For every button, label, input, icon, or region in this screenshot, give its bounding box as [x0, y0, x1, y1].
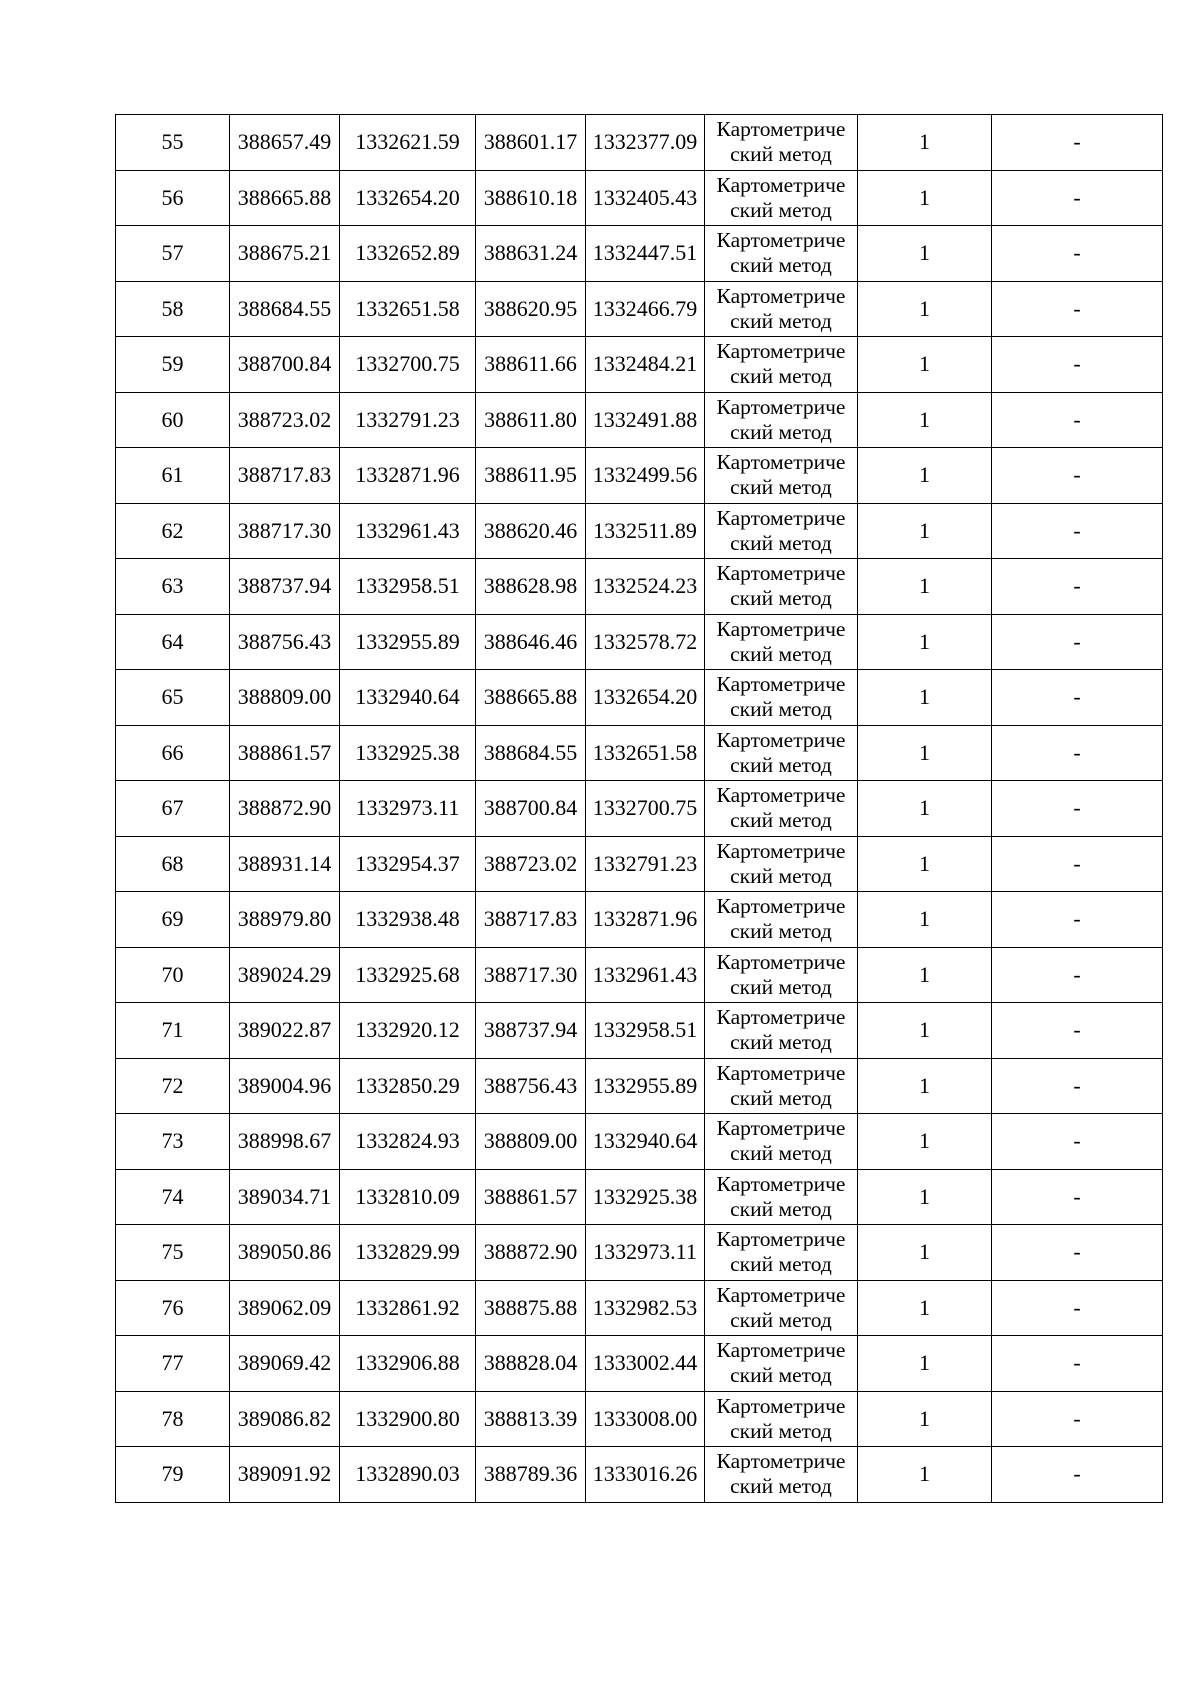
- y1-cell: 1332652.89: [340, 226, 476, 282]
- y1-cell: 1332906.88: [340, 1336, 476, 1392]
- y2-cell: 1332973.11: [586, 1225, 705, 1281]
- x2-cell: 388620.46: [476, 503, 586, 559]
- y1-cell: 1332621.59: [340, 115, 476, 171]
- note-cell: -: [992, 1225, 1163, 1281]
- y2-cell: 1332871.96: [586, 892, 705, 948]
- table-row: [116, 226, 1163, 282]
- note-cell: -: [992, 170, 1163, 226]
- accuracy-cell: 1: [858, 836, 992, 892]
- accuracy-cell: 1: [858, 947, 992, 1003]
- accuracy-cell: 1: [858, 170, 992, 226]
- x2-cell: 388611.66: [476, 337, 586, 393]
- method-cell: [705, 1003, 858, 1059]
- y1-cell: 1332824.93: [340, 1114, 476, 1170]
- x1-cell: 388657.49: [230, 115, 340, 171]
- method-line-2: ский метод: [730, 586, 832, 611]
- y1-cell: 1332958.51: [340, 559, 476, 615]
- y2-cell: 1332511.89: [586, 503, 705, 559]
- accuracy-cell: 1: [858, 448, 992, 504]
- method-line-2: ский метод: [730, 475, 832, 500]
- x2-cell: 388700.84: [476, 781, 586, 837]
- x1-cell: 388684.55: [230, 281, 340, 337]
- accuracy-cell: 1: [858, 892, 992, 948]
- point-number-cell: 72: [116, 1058, 230, 1114]
- y2-cell: 1332484.21: [586, 337, 705, 393]
- accuracy-cell: 1: [858, 337, 992, 393]
- method-line-2: ский метод: [730, 974, 832, 999]
- table-row: [116, 836, 1163, 892]
- table-row: [116, 1391, 1163, 1447]
- x1-cell: 388756.43: [230, 614, 340, 670]
- x1-cell: 388665.88: [230, 170, 340, 226]
- method-line-1: Картометриче: [716, 894, 846, 919]
- x1-cell: 388737.94: [230, 559, 340, 615]
- point-number-cell: 65: [116, 670, 230, 726]
- table-row: [116, 781, 1163, 837]
- table-row: [116, 503, 1163, 559]
- x2-cell: 388684.55: [476, 725, 586, 781]
- method-line-1: Картометриче: [716, 1060, 846, 1085]
- table-row: [116, 614, 1163, 670]
- method-line-2: ский метод: [730, 142, 832, 167]
- note-cell: -: [992, 670, 1163, 726]
- y1-cell: 1332651.58: [340, 281, 476, 337]
- x2-cell: 388723.02: [476, 836, 586, 892]
- x2-cell: 388756.43: [476, 1058, 586, 1114]
- method-line-1: Картометриче: [716, 283, 846, 308]
- table-row: [116, 1225, 1163, 1281]
- method-line-1: Картометриче: [716, 505, 846, 530]
- accuracy-cell: 1: [858, 781, 992, 837]
- x2-cell: 388611.95: [476, 448, 586, 504]
- y1-cell: 1332890.03: [340, 1447, 476, 1503]
- accuracy-cell: 1: [858, 226, 992, 282]
- method-cell: [705, 670, 858, 726]
- note-cell: -: [992, 503, 1163, 559]
- method-cell: [705, 559, 858, 615]
- x1-cell: 389004.96: [230, 1058, 340, 1114]
- method-cell: [705, 1169, 858, 1225]
- x1-cell: 388931.14: [230, 836, 340, 892]
- method-cell: [705, 503, 858, 559]
- x1-cell: 389022.87: [230, 1003, 340, 1059]
- note-cell: -: [992, 614, 1163, 670]
- x1-cell: 388872.90: [230, 781, 340, 837]
- accuracy-cell: 1: [858, 392, 992, 448]
- y2-cell: 1332955.89: [586, 1058, 705, 1114]
- table-row: [116, 670, 1163, 726]
- point-number-cell: 79: [116, 1447, 230, 1503]
- accuracy-cell: 1: [858, 115, 992, 171]
- method-line-2: ский метод: [730, 1030, 832, 1055]
- point-number-cell: 63: [116, 559, 230, 615]
- method-line-1: Картометриче: [716, 1282, 846, 1307]
- point-number-cell: 60: [116, 392, 230, 448]
- x1-cell: 388861.57: [230, 725, 340, 781]
- y1-cell: 1332940.64: [340, 670, 476, 726]
- x1-cell: 389069.42: [230, 1336, 340, 1392]
- method-cell: [705, 781, 858, 837]
- note-cell: -: [992, 947, 1163, 1003]
- x2-cell: 388601.17: [476, 115, 586, 171]
- point-number-cell: 77: [116, 1336, 230, 1392]
- accuracy-cell: 1: [858, 1058, 992, 1114]
- table-row: [116, 1280, 1163, 1336]
- point-number-cell: 58: [116, 281, 230, 337]
- y2-cell: 1333002.44: [586, 1336, 705, 1392]
- method-cell: [705, 392, 858, 448]
- method-line-2: ский метод: [730, 364, 832, 389]
- method-cell: [705, 725, 858, 781]
- method-line-2: ский метод: [730, 1141, 832, 1166]
- method-line-1: Картометриче: [716, 1393, 846, 1418]
- method-line-2: ский метод: [730, 1474, 832, 1499]
- x2-cell: 388872.90: [476, 1225, 586, 1281]
- y1-cell: 1332954.37: [340, 836, 476, 892]
- method-cell: [705, 614, 858, 670]
- point-number-cell: 67: [116, 781, 230, 837]
- method-line-2: ский метод: [730, 197, 832, 222]
- accuracy-cell: 1: [858, 1169, 992, 1225]
- note-cell: -: [992, 448, 1163, 504]
- accuracy-cell: 1: [858, 1225, 992, 1281]
- method-line-2: ский метод: [730, 808, 832, 833]
- table-row: [116, 1336, 1163, 1392]
- method-line-2: ский метод: [730, 752, 832, 777]
- coordinates-table: [115, 114, 1163, 1503]
- x2-cell: 388861.57: [476, 1169, 586, 1225]
- method-cell: [705, 226, 858, 282]
- y2-cell: 1332499.56: [586, 448, 705, 504]
- method-line-2: ский метод: [730, 1307, 832, 1332]
- x1-cell: 388723.02: [230, 392, 340, 448]
- method-cell: [705, 1280, 858, 1336]
- y1-cell: 1332829.99: [340, 1225, 476, 1281]
- method-line-2: ский метод: [730, 697, 832, 722]
- method-line-1: Картометриче: [716, 450, 846, 475]
- point-number-cell: 73: [116, 1114, 230, 1170]
- note-cell: -: [992, 836, 1163, 892]
- note-cell: -: [992, 1391, 1163, 1447]
- table-row: [116, 725, 1163, 781]
- point-number-cell: 68: [116, 836, 230, 892]
- note-cell: -: [992, 725, 1163, 781]
- y2-cell: 1333008.00: [586, 1391, 705, 1447]
- table-row: [116, 1169, 1163, 1225]
- method-line-1: Картометриче: [716, 1449, 846, 1474]
- x1-cell: 388717.83: [230, 448, 340, 504]
- method-line-2: ский метод: [730, 641, 832, 666]
- y1-cell: 1332925.38: [340, 725, 476, 781]
- method-line-1: Картометриче: [716, 561, 846, 586]
- accuracy-cell: 1: [858, 725, 992, 781]
- y2-cell: 1332654.20: [586, 670, 705, 726]
- y2-cell: 1332700.75: [586, 781, 705, 837]
- method-line-1: Картометриче: [716, 1171, 846, 1196]
- method-line-2: ский метод: [730, 1418, 832, 1443]
- note-cell: -: [992, 892, 1163, 948]
- y1-cell: 1332871.96: [340, 448, 476, 504]
- y1-cell: 1332654.20: [340, 170, 476, 226]
- y2-cell: 1332491.88: [586, 392, 705, 448]
- y2-cell: 1332982.53: [586, 1280, 705, 1336]
- y1-cell: 1332900.80: [340, 1391, 476, 1447]
- x2-cell: 388646.46: [476, 614, 586, 670]
- method-cell: [705, 1447, 858, 1503]
- method-line-1: Картометриче: [716, 394, 846, 419]
- method-line-1: Картометриче: [716, 172, 846, 197]
- x2-cell: 388610.18: [476, 170, 586, 226]
- accuracy-cell: 1: [858, 1114, 992, 1170]
- point-number-cell: 57: [116, 226, 230, 282]
- x2-cell: 388828.04: [476, 1336, 586, 1392]
- x2-cell: 388809.00: [476, 1114, 586, 1170]
- y2-cell: 1333016.26: [586, 1447, 705, 1503]
- method-cell: [705, 448, 858, 504]
- y1-cell: 1332810.09: [340, 1169, 476, 1225]
- x2-cell: 388611.80: [476, 392, 586, 448]
- method-cell: [705, 337, 858, 393]
- y2-cell: 1332791.23: [586, 836, 705, 892]
- y2-cell: 1332578.72: [586, 614, 705, 670]
- note-cell: -: [992, 337, 1163, 393]
- accuracy-cell: 1: [858, 559, 992, 615]
- method-line-2: ский метод: [730, 253, 832, 278]
- method-cell: [705, 836, 858, 892]
- y1-cell: 1332973.11: [340, 781, 476, 837]
- point-number-cell: 75: [116, 1225, 230, 1281]
- x1-cell: 389091.92: [230, 1447, 340, 1503]
- accuracy-cell: 1: [858, 1391, 992, 1447]
- point-number-cell: 59: [116, 337, 230, 393]
- method-line-1: Картометриче: [716, 339, 846, 364]
- x1-cell: 389062.09: [230, 1280, 340, 1336]
- point-number-cell: 74: [116, 1169, 230, 1225]
- method-cell: [705, 170, 858, 226]
- table-row: [116, 1058, 1163, 1114]
- x1-cell: 388979.80: [230, 892, 340, 948]
- method-line-2: ский метод: [730, 530, 832, 555]
- x2-cell: 388875.88: [476, 1280, 586, 1336]
- table-row: [116, 1003, 1163, 1059]
- table-row: [116, 115, 1163, 171]
- method-cell: [705, 947, 858, 1003]
- y1-cell: 1332850.29: [340, 1058, 476, 1114]
- y1-cell: 1332925.68: [340, 947, 476, 1003]
- y2-cell: 1332958.51: [586, 1003, 705, 1059]
- point-number-cell: 64: [116, 614, 230, 670]
- method-line-1: Картометриче: [716, 1116, 846, 1141]
- x2-cell: 388620.95: [476, 281, 586, 337]
- method-cell: [705, 1391, 858, 1447]
- method-line-1: Картометриче: [716, 672, 846, 697]
- accuracy-cell: 1: [858, 614, 992, 670]
- y2-cell: 1332405.43: [586, 170, 705, 226]
- x2-cell: 388717.83: [476, 892, 586, 948]
- y2-cell: 1332961.43: [586, 947, 705, 1003]
- point-number-cell: 61: [116, 448, 230, 504]
- method-cell: [705, 1336, 858, 1392]
- x2-cell: 388789.36: [476, 1447, 586, 1503]
- accuracy-cell: 1: [858, 1447, 992, 1503]
- accuracy-cell: 1: [858, 281, 992, 337]
- table-row: [116, 281, 1163, 337]
- point-number-cell: 70: [116, 947, 230, 1003]
- table-row: [116, 1114, 1163, 1170]
- accuracy-cell: 1: [858, 670, 992, 726]
- x2-cell: 388628.98: [476, 559, 586, 615]
- note-cell: -: [992, 1114, 1163, 1170]
- note-cell: -: [992, 559, 1163, 615]
- method-cell: [705, 1058, 858, 1114]
- point-number-cell: 76: [116, 1280, 230, 1336]
- y1-cell: 1332938.48: [340, 892, 476, 948]
- note-cell: -: [992, 392, 1163, 448]
- method-line-1: Картометриче: [716, 228, 846, 253]
- x1-cell: 388700.84: [230, 337, 340, 393]
- x1-cell: 388717.30: [230, 503, 340, 559]
- accuracy-cell: 1: [858, 1336, 992, 1392]
- method-cell: [705, 892, 858, 948]
- table-row: [116, 892, 1163, 948]
- y2-cell: 1332925.38: [586, 1169, 705, 1225]
- y2-cell: 1332940.64: [586, 1114, 705, 1170]
- y2-cell: 1332651.58: [586, 725, 705, 781]
- x1-cell: 389024.29: [230, 947, 340, 1003]
- y1-cell: 1332955.89: [340, 614, 476, 670]
- note-cell: -: [992, 1169, 1163, 1225]
- point-number-cell: 62: [116, 503, 230, 559]
- table-row: [116, 170, 1163, 226]
- table-row: [116, 392, 1163, 448]
- table-row: [116, 559, 1163, 615]
- accuracy-cell: 1: [858, 503, 992, 559]
- y1-cell: 1332700.75: [340, 337, 476, 393]
- y1-cell: 1332920.12: [340, 1003, 476, 1059]
- method-line-2: ский метод: [730, 1363, 832, 1388]
- x2-cell: 388737.94: [476, 1003, 586, 1059]
- y1-cell: 1332791.23: [340, 392, 476, 448]
- y2-cell: 1332447.51: [586, 226, 705, 282]
- note-cell: -: [992, 1336, 1163, 1392]
- method-line-1: Картометриче: [716, 1338, 846, 1363]
- method-cell: [705, 1225, 858, 1281]
- accuracy-cell: 1: [858, 1003, 992, 1059]
- table-row: [116, 337, 1163, 393]
- x1-cell: 388675.21: [230, 226, 340, 282]
- note-cell: -: [992, 115, 1163, 171]
- x2-cell: 388665.88: [476, 670, 586, 726]
- method-line-2: ский метод: [730, 1085, 832, 1110]
- x1-cell: 388809.00: [230, 670, 340, 726]
- point-number-cell: 69: [116, 892, 230, 948]
- point-number-cell: 71: [116, 1003, 230, 1059]
- x2-cell: 388813.39: [476, 1391, 586, 1447]
- point-number-cell: 55: [116, 115, 230, 171]
- table-row: [116, 1447, 1163, 1503]
- x1-cell: 389086.82: [230, 1391, 340, 1447]
- method-line-1: Картометриче: [716, 117, 846, 142]
- point-number-cell: 56: [116, 170, 230, 226]
- y2-cell: 1332466.79: [586, 281, 705, 337]
- method-line-1: Картометриче: [716, 949, 846, 974]
- method-cell: [705, 115, 858, 171]
- method-line-2: ский метод: [730, 308, 832, 333]
- note-cell: -: [992, 1280, 1163, 1336]
- method-cell: [705, 281, 858, 337]
- x2-cell: 388631.24: [476, 226, 586, 282]
- method-line-2: ский метод: [730, 919, 832, 944]
- method-line-2: ский метод: [730, 1196, 832, 1221]
- method-line-1: Картометриче: [716, 727, 846, 752]
- method-line-2: ский метод: [730, 419, 832, 444]
- x2-cell: 388717.30: [476, 947, 586, 1003]
- note-cell: -: [992, 281, 1163, 337]
- note-cell: -: [992, 1447, 1163, 1503]
- method-line-2: ский метод: [730, 1252, 832, 1277]
- note-cell: -: [992, 1003, 1163, 1059]
- method-line-1: Картометриче: [716, 1005, 846, 1030]
- x1-cell: 389050.86: [230, 1225, 340, 1281]
- note-cell: -: [992, 1058, 1163, 1114]
- table-row: [116, 448, 1163, 504]
- y1-cell: 1332861.92: [340, 1280, 476, 1336]
- method-cell: [705, 1114, 858, 1170]
- method-line-1: Картометриче: [716, 783, 846, 808]
- y2-cell: 1332524.23: [586, 559, 705, 615]
- method-line-1: Картометриче: [716, 838, 846, 863]
- method-line-2: ский метод: [730, 863, 832, 888]
- point-number-cell: 66: [116, 725, 230, 781]
- note-cell: -: [992, 226, 1163, 282]
- table-body: [116, 115, 1163, 1503]
- method-line-1: Картометриче: [716, 616, 846, 641]
- note-cell: -: [992, 781, 1163, 837]
- y1-cell: 1332961.43: [340, 503, 476, 559]
- accuracy-cell: 1: [858, 1280, 992, 1336]
- table-row: [116, 947, 1163, 1003]
- method-line-1: Картометриче: [716, 1227, 846, 1252]
- x1-cell: 388998.67: [230, 1114, 340, 1170]
- y2-cell: 1332377.09: [586, 115, 705, 171]
- x1-cell: 389034.71: [230, 1169, 340, 1225]
- point-number-cell: 78: [116, 1391, 230, 1447]
